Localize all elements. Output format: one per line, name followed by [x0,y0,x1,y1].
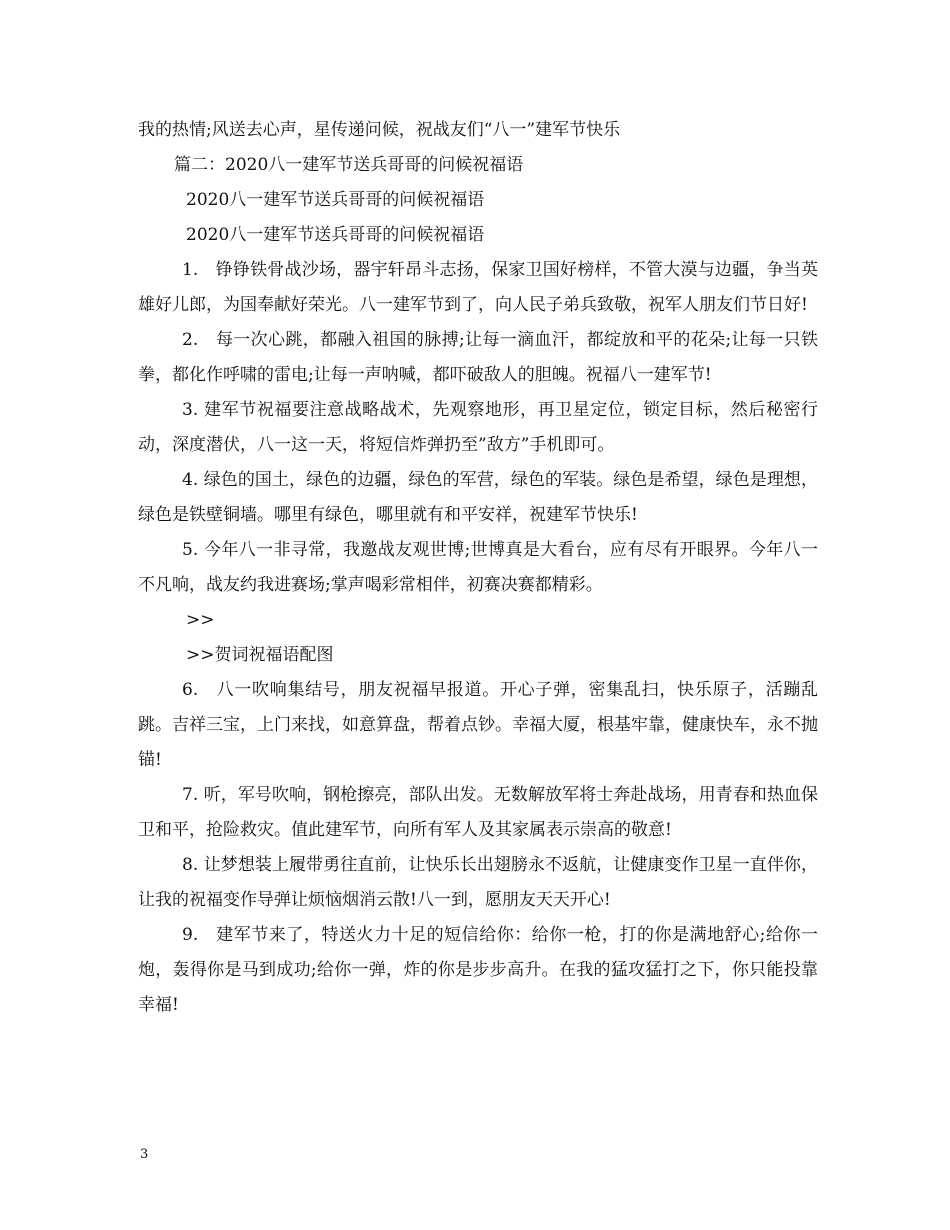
greeting-text: 2. 每一次心跳，都融入祖国的脉搏;让每一滴血汗，都绽放和平的花朵;让每一只铁拳，都化作呼啸的雷电;让每一声呐喊，都吓破敌人的胆魄。祝福八一建军节! [138,330,818,385]
greeting-item [138,673,818,778]
greeting-text: 7. 听，军号吹响，钢枪擦亮，部队出发。无数解放军将士奔赴战场，用青春和热血保卫和平，抢险救灾。值此建军节，向所有军人及其家属表示崇高的敬意! [138,785,818,840]
subtitle-line: 2020八一建军节送兵哥哥的问候祝福语 [186,190,485,210]
greeting-item [138,393,818,463]
greeting-text: 3. 建军节祝福要注意战略战术，先观察地形，再卫星定位，锁定目标，然后秘密行动，深度潜伏，八一这一天，将短信炸弹扔至”敌方”手机即可。 [138,400,818,455]
link-greeting-images[interactable]: >>贺词祝福语配图 [186,645,334,665]
greeting-item [138,323,818,393]
greeting-item [138,533,818,603]
greeting-text: 9. 建军节来了，特送火力十足的短信给你：给你一枪，打的你是满地舒心;给你一炮，轰得你是马到成功;给你一弹，炸的你是步步高升。在我的猛攻猛打之下，你只能投靠幸福! [138,925,818,1015]
section-heading: 篇二：2020八一建军节送兵哥哥的问候祝福语 [174,155,524,175]
greeting-item [138,253,818,323]
greeting-text: 5. 今年八一非寻常，我邀战友观世博;世博真是大看台，应有尽有开眼界。今年八一不凡响，战友约我进赛场;掌声喝彩常相伴，初赛决赛都精彩。 [138,540,818,595]
link-arrows[interactable]: >> [186,610,215,630]
document-body [138,113,818,1023]
greeting-item [138,848,818,918]
subtitle-line: 2020八一建军节送兵哥哥的问候祝福语 [186,225,485,245]
page-number: 3 [140,1147,149,1162]
continuation-line: 我的热情;风送去心声，星传递问候，祝战友们“八一”建军节快乐 [138,120,621,140]
greeting-text: 4. 绿色的国土，绿色的边疆，绿色的军营，绿色的军装。绿色是希望，绿色是理想，绿色是铁壁铜墙。哪里有绿色，哪里就有和平安祥，祝建军节快乐! [138,470,818,525]
greeting-item [138,778,818,848]
greeting-item [138,918,818,1023]
greeting-text: 6. 八一吹响集结号，朋友祝福早报道。开心子弹，密集乱扫，快乐原子，活蹦乱跳。吉祥三宝，上门来找，如意算盘，帮着点钞。幸福大厦，根基牢靠，健康快车，永不抛锚! [138,680,818,770]
greeting-text: 8. 让梦想装上履带勇往直前，让快乐长出翅膀永不返航，让健康变作卫星一直伴你，让我的祝福变作导弹让烦恼烟消云散!八一到，愿朋友天天开心! [138,855,818,910]
greeting-item [138,463,818,533]
greeting-text: 1. 铮铮铁骨战沙场，器宇轩昂斗志扬，保家卫国好榜样，不管大漠与边疆，争当英雄好儿郎，为国奉献好荣光。八一建军节到了，向人民子弟兵致敬，祝军人朋友们节日好! [138,260,818,315]
